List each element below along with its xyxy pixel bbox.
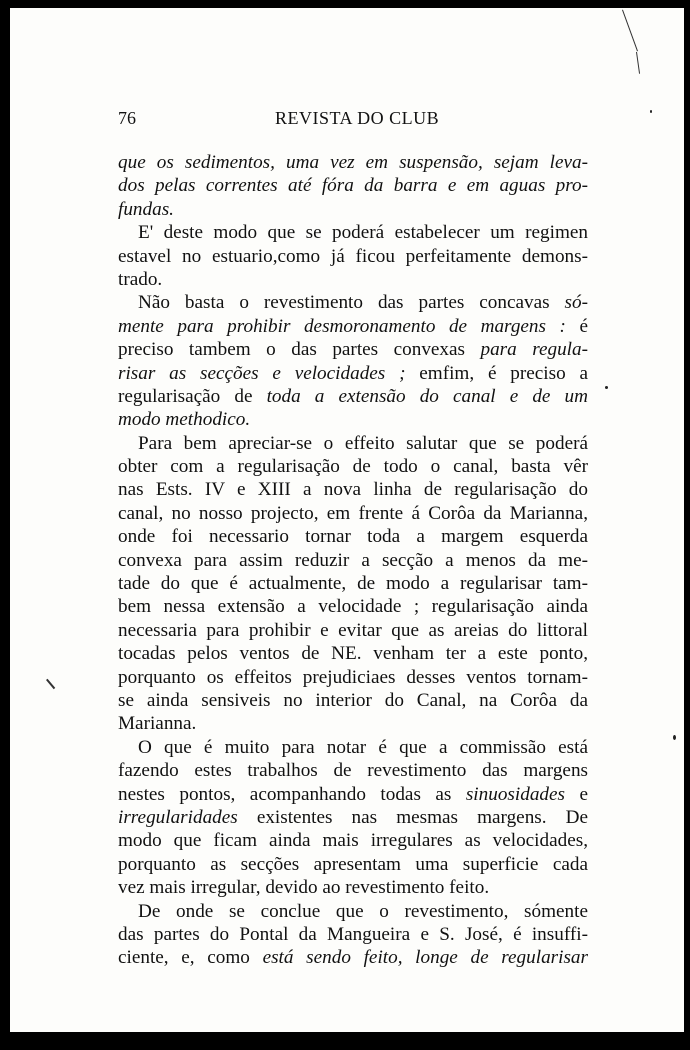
text-line: trado. [118, 268, 163, 290]
text-line: ciente, e, como está sendo feito, longe de regularisar [118, 947, 588, 969]
text-line: se ainda sensiveis no interior do Canal, na Corôa da [118, 689, 588, 711]
page-number: 76 [118, 108, 136, 128]
text-line: preciso tambem o das partes convexas para regula- [118, 339, 588, 361]
text-line: bem nessa extensão a velocidade ; regularisação ainda [118, 596, 588, 618]
text-line: regularisação de toda a extensão do canal e de um [118, 385, 588, 407]
text-line: Para bem apreciar-se o effeito salutar que se poderá [138, 432, 588, 454]
text-line: risar as secções e velocidades ; emfim, é preciso a [118, 362, 588, 384]
page-header [118, 108, 596, 134]
text-line: E' deste modo que se poderá estabelecer um regimen [138, 222, 588, 244]
text-line: modo que ficam ainda mais irregulares as velocidades, [118, 830, 588, 852]
text-line: Não basta o revestimento das partes concavas só- [138, 292, 588, 314]
text-line: canal, no nosso projecto, em frente á Corôa da Marianna, [118, 502, 588, 524]
text-line: Marianna. [118, 713, 197, 735]
text-line: fundas. [118, 198, 174, 220]
scan-scratch [46, 679, 55, 689]
text-line: O que é muito para notar é que a commissão está [138, 736, 588, 758]
scan-speck [605, 386, 608, 389]
text-line: irregularidades existentes nas mesmas margens. De [118, 806, 588, 828]
text-line: onde foi necessario tornar toda a margem esquerda [118, 526, 588, 548]
text-line: porquanto os effeitos prejudiciaes desses ventos tornam- [118, 666, 588, 688]
text-line: convexa para assim reduzir a secção a menos da me- [118, 549, 588, 571]
scanned-page [10, 8, 684, 1032]
text-line: estavel no estuario,como já ficou perfeitamente demons- [118, 245, 588, 267]
text-line: tocadas pelos ventos de NE. venham ter a este ponto, [118, 643, 588, 665]
running-title: REVISTA DO CLUB [275, 108, 440, 128]
text-line: necessaria para prohibir e evitar que as areias do littoral [118, 619, 588, 641]
scan-scratch [622, 10, 638, 52]
scan-scratch [636, 52, 640, 74]
text-line: nestes pontos, acompanhando todas as sinuosidades e [118, 783, 588, 805]
text-line: De onde se conclue que o revestimento, sómente [138, 900, 588, 922]
body-text [118, 151, 588, 970]
scan-speck [673, 735, 676, 740]
text-line: nas Ests. IV e XIII a nova linha de regularisação do [118, 479, 588, 501]
scan-speck [650, 110, 652, 113]
text-line: vez mais irregular, devido ao revestimento feito. [118, 877, 490, 899]
text-line: modo methodico. [118, 409, 251, 431]
text-line: obter com a regularisação de todo o canal, basta vêr [118, 456, 588, 478]
text-line: tade do que é actualmente, de modo a regularisar tam- [118, 573, 588, 595]
text-line: mente para prohibir desmoronamento de margens : é [118, 315, 588, 337]
text-line: das partes do Pontal da Mangueira e S. José, é insuffi- [118, 923, 588, 945]
text-line: porquanto as secções apresentam uma superficie cada [118, 853, 588, 875]
text-line: que os sedimentos, uma vez em suspensão, sejam leva- [118, 152, 588, 173]
text-line: dos pelas correntes até fóra da barra e em aguas pro- [118, 175, 588, 197]
text-line: fazendo estes trabalhos de revestimento das margens [118, 760, 588, 782]
